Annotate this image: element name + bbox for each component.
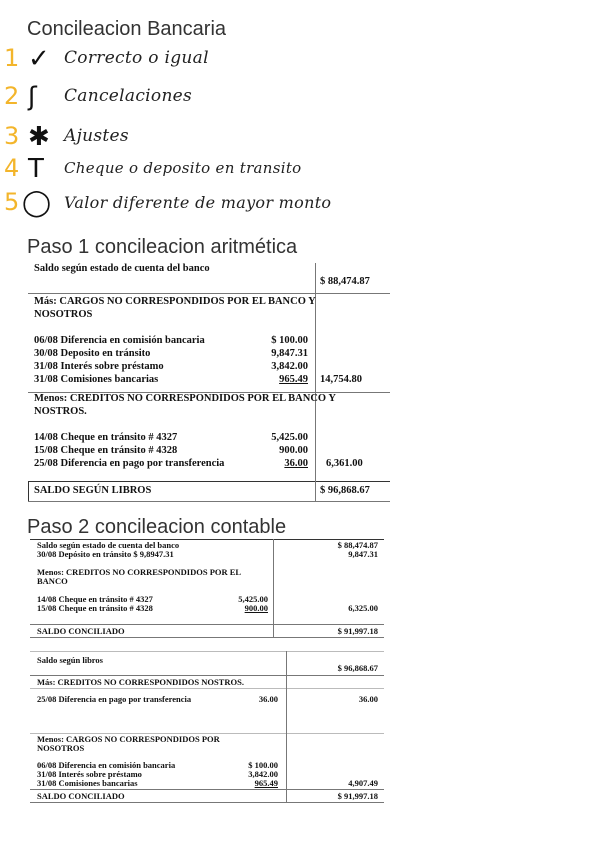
t1-saldo-value: $ 91,997.18 (337, 626, 378, 636)
t1-saldo-label: SALDO CONCILIADO (37, 626, 125, 636)
circle-icon: ◯ (22, 188, 52, 218)
menos-item-label: 15/08 Cheque en tránsito # 4328 (34, 445, 178, 456)
menos-total: 6,361.00 (326, 458, 363, 469)
t2-saldo-value: $ 91,997.18 (337, 791, 378, 801)
mas-header-2: NOSOTROS (34, 309, 93, 320)
t1-item-label: 14/08 Cheque en tránsito # 4327 (37, 594, 153, 604)
legend-text: Valor diferente de mayor monto (64, 193, 332, 212)
mas-item-amount: $ 100.00 (271, 335, 308, 346)
menos-header: Menos: CREDITOS NO CORRESPONDIDOS POR EL BANCO Y (34, 393, 336, 404)
t2-item-label: 31/08 Interés sobre préstamo (37, 769, 142, 779)
t2-saldo-libros-label: Saldo según libros (37, 655, 103, 665)
t2-mas-item-amount: 36.00 (258, 694, 278, 704)
saldo-libros-label: SALDO SEGÚN LIBROS (34, 485, 152, 496)
legend-item (4, 44, 334, 74)
t2-item-label: 06/08 Diferencia en comisión bancaria (37, 760, 176, 770)
legend-item (4, 82, 334, 112)
t2-item-label: 31/08 Comisiones bancarias (37, 778, 138, 788)
paso2-heading: Paso 2 concileacion contable (27, 516, 287, 538)
asterisk-icon: ✱ (28, 122, 50, 152)
legend-text: Correcto o igual (64, 48, 209, 68)
legend-number: 1 (4, 44, 20, 72)
t2-mas-item-total: 36.00 (358, 694, 378, 704)
menos-item-label: 14/08 Cheque en tránsito # 4327 (34, 432, 178, 443)
t2-item-amount: 3,842.00 (248, 769, 278, 779)
t1-menos-header-2: BANCO (37, 576, 68, 586)
t2-item-amount: 965.49 (254, 778, 278, 788)
t2-item-amount: $ 100.00 (248, 760, 278, 770)
menos-item-amount: 5,425.00 (271, 432, 308, 443)
t1-item-amount: 5,425.00 (238, 594, 268, 604)
menos-item-amount: 36.00 (284, 458, 308, 469)
t1-line1-value: $ 88,474.87 (337, 540, 378, 550)
t1-items-total: 6,325.00 (348, 603, 378, 613)
legend-text: Cheque o deposito en transito (64, 159, 302, 177)
t1-line2-label: 30/08 Depósito en tránsito $ 9,8947.31 (37, 549, 174, 559)
menos-item-amount: 900.00 (279, 445, 308, 456)
saldo-banco-value: $ 88,474.87 (320, 276, 370, 287)
legend-number: 3 (4, 122, 20, 150)
mas-total: 14,754.80 (320, 374, 362, 385)
t1-item-amount: 900.00 (244, 603, 268, 613)
legend-item (4, 122, 334, 152)
t2-mas-item-label: 25/08 Diferencia en pago por transferencia (37, 694, 192, 704)
t1-item-label: 15/08 Cheque en tránsito # 4328 (37, 603, 153, 613)
mas-item-amount: 3,842.00 (271, 361, 308, 372)
menos-header-2: NOSTROS. (34, 406, 87, 417)
mas-item-label: 31/08 Comisiones bancarias (34, 374, 159, 385)
t1-line1-label: Saldo según estado de cuenta del banco (37, 540, 180, 550)
t2-menos-header: Menos: CARGOS NO CORRESPONDIDOS POR (37, 734, 220, 744)
cancel-mark-icon: ʃ (28, 82, 37, 112)
legend-number: 2 (4, 82, 20, 110)
paso1-heading: Paso 1 concileacion aritmética (27, 236, 298, 258)
t-mark-icon: T (28, 154, 44, 184)
legend-item (4, 188, 334, 218)
legend-number: 5 (4, 188, 20, 216)
mas-header: Más: CARGOS NO CORRESPONDIDOS POR EL BANCO Y (34, 296, 316, 307)
legend-number: 4 (4, 154, 20, 182)
t2-menos-header-2: NOSOTROS (37, 743, 85, 753)
t2-saldo-libros-value: $ 96,868.67 (337, 663, 378, 673)
page-title: Concileacion Bancaria (27, 18, 227, 40)
saldo-libros-value: $ 96,868.67 (320, 485, 370, 496)
menos-item-label: 25/08 Diferencia en pago por transferencia (34, 458, 225, 469)
mas-item-amount: 9,847.31 (271, 348, 308, 359)
legend-text: Ajustes (64, 126, 129, 146)
saldo-banco-label: Saldo según estado de cuenta del banco (34, 263, 210, 274)
t2-mas-header: Más: CREDITOS NO CORRESPONDIDOS NOSTROS. (37, 677, 244, 687)
t1-line2-value: 9,847.31 (348, 549, 378, 559)
mas-item-amount: 965.49 (279, 374, 308, 385)
legend-item (4, 154, 334, 184)
checkmark-icon: ✓ (28, 44, 50, 74)
mas-item-label: 30/08 Deposito en tránsito (34, 348, 151, 359)
mas-item-label: 31/08 Interés sobre préstamo (34, 361, 164, 372)
legend-text: Cancelaciones (64, 86, 193, 106)
mas-item-label: 06/08 Diferencia en comisión bancaria (34, 335, 205, 346)
t1-menos-header: Menos: CREDITOS NO CORRESPONDIDOS POR EL (37, 567, 242, 577)
t2-items-total: 4,907.49 (348, 778, 378, 788)
t2-saldo-label: SALDO CONCILIADO (37, 791, 125, 801)
